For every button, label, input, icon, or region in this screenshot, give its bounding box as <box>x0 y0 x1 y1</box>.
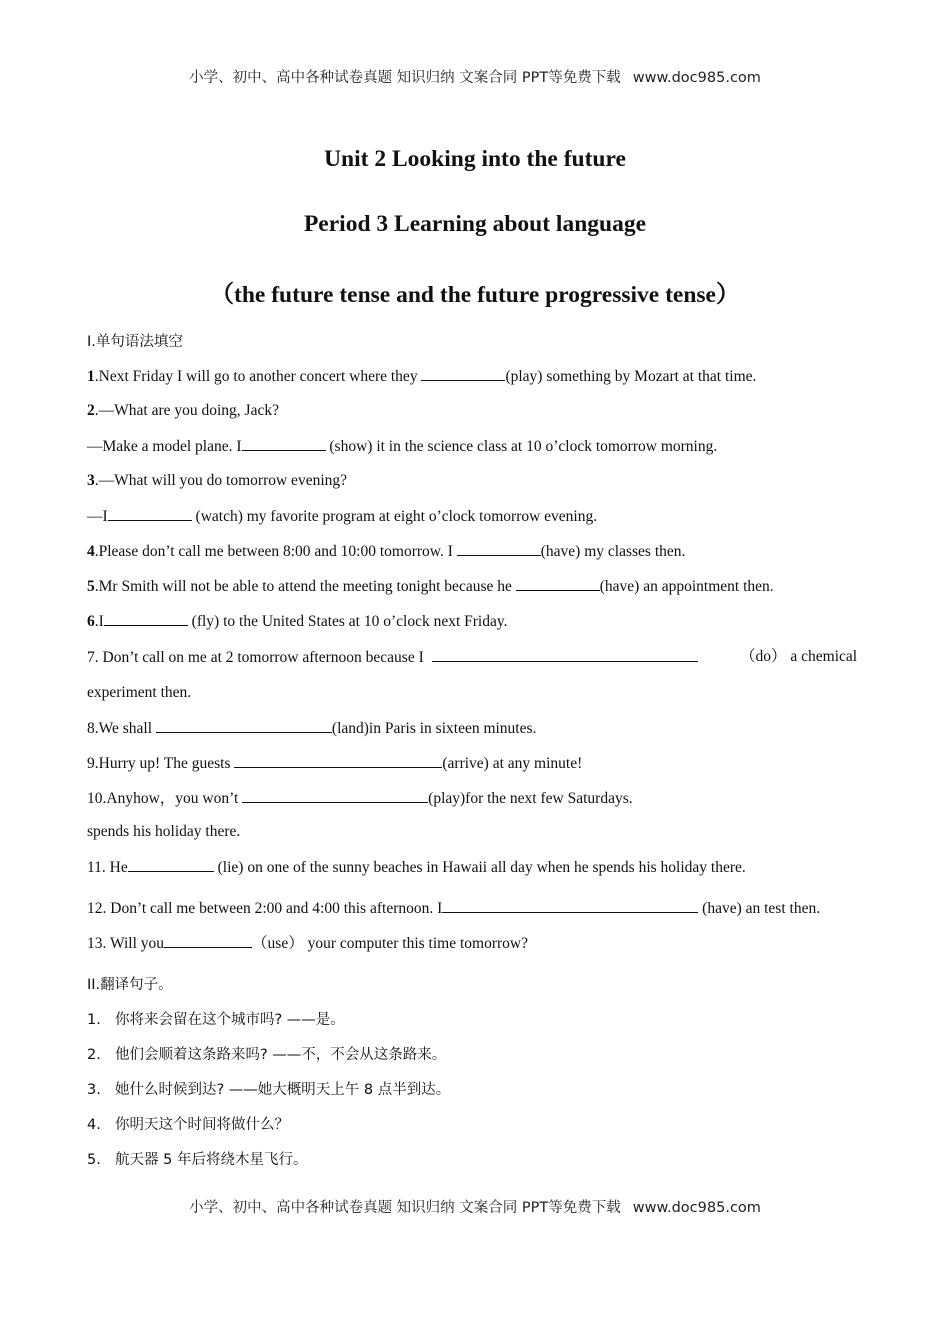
translate-num: 1. <box>87 1012 101 1028</box>
q10-text-b: (play)for the next few Saturdays. <box>428 790 633 807</box>
question-8 <box>87 718 536 739</box>
section1-label: I.单句语法填空 <box>87 334 183 350</box>
q2-num: 2 <box>87 402 95 419</box>
question-5 <box>87 576 774 597</box>
q5-blank[interactable] <box>516 576 600 591</box>
q1-blank[interactable] <box>421 366 505 381</box>
q3-blank[interactable] <box>108 506 192 521</box>
translate-num: 5. <box>87 1152 101 1168</box>
q8-blank[interactable] <box>156 718 332 733</box>
footer-text: 小学、初中、高中各种试卷真题 知识归纳 文案合同 PPT等免费下载 <box>189 1200 621 1216</box>
q6-text-b: (fly) to the United States at 10 o’clock next Friday. <box>187 613 508 630</box>
question-2-answer <box>87 436 717 457</box>
q3-num: 3 <box>87 472 95 489</box>
footer-url[interactable]: www.doc985.com <box>632 1200 761 1216</box>
q11-blank[interactable] <box>128 857 214 872</box>
q13-text-b: （use） your computer this time tomorrow? <box>252 935 528 952</box>
question-6 <box>87 611 507 632</box>
section2-label: II.翻译句子。 <box>87 977 173 993</box>
q6-blank[interactable] <box>104 611 188 626</box>
question-13 <box>87 933 528 954</box>
q3b-text-a: —I <box>87 508 108 525</box>
q6-text-a: .I <box>94 613 104 630</box>
q2-blank[interactable] <box>242 436 326 451</box>
period-title: Period 3 Learning about language <box>303 211 647 237</box>
translate-num: 3. <box>87 1082 101 1098</box>
question-9 <box>87 753 582 774</box>
q7-text-a: 7. Don’t call on me at 2 tomorrow afternoon because I <box>87 649 428 666</box>
header-text: 小学、初中、高中各种试卷真题 知识归纳 文案合同 PPT等免费下载 <box>189 70 621 86</box>
question-2 <box>87 401 279 421</box>
translate-item <box>87 1010 345 1030</box>
q3-text-a: .—What will you do tomorrow evening? <box>94 472 348 489</box>
q4-blank[interactable] <box>457 541 541 556</box>
q9-text-a: 9.Hurry up! The guests <box>87 755 235 772</box>
topic-title: （the future tense and the future progressive tense） <box>210 282 740 308</box>
translate-num: 4. <box>87 1117 101 1133</box>
q4-text-b: (have) my classes then. <box>540 543 686 560</box>
q9-blank[interactable] <box>234 753 442 768</box>
page-footer <box>0 1196 950 1217</box>
q4-num: 4 <box>87 543 95 560</box>
q1-text-b: (play) something by Mozart at that time. <box>505 368 757 385</box>
q12-text-b: (have) an test then. <box>698 900 821 917</box>
question-3-answer <box>87 506 597 527</box>
q1-text-a: .Next Friday I will go to another concert where they <box>94 368 422 385</box>
translate-item <box>87 1080 450 1100</box>
translate-text: 你明天这个时间将做什么？ <box>115 1117 289 1133</box>
translate-item <box>87 1045 446 1065</box>
translate-text: 他们会顺着这条路来吗? ——不，不会从这条路来。 <box>115 1047 447 1063</box>
q7-blank[interactable] <box>432 647 698 662</box>
q8-text-b: (land)in Paris in sixteen minutes. <box>331 720 537 737</box>
translate-text: 你将来会留在这个城市吗? ——是。 <box>115 1012 345 1028</box>
question-10 <box>87 788 633 809</box>
q1-num: 1 <box>87 368 95 385</box>
q10-blank[interactable] <box>242 788 428 803</box>
q5-text-a: .Mr Smith will not be able to attend the meeting tonight because he <box>94 578 516 595</box>
q11-text-b: (lie) on one of the sunny beaches in Hawaii all day when he spends his holiday there. <box>213 859 746 876</box>
translate-item <box>87 1115 289 1135</box>
q4-text-a: .Please don’t call me between 8:00 and 10:00 tomorrow. I <box>94 543 457 560</box>
q10-text-a: 10.Anyhow，you won’t <box>87 790 243 807</box>
translate-text: 她什么时候到达? ——她大概明天上午 8 点半到达。 <box>115 1082 451 1098</box>
translate-item <box>87 1150 307 1170</box>
q7-text-c: experiment then. <box>87 684 192 701</box>
q11-text-a: 11. He <box>87 859 128 876</box>
q7-text-b: （do） a chemical <box>740 648 858 665</box>
q12-blank[interactable] <box>442 898 698 913</box>
q6-num: 6 <box>87 613 95 630</box>
q8-text-a: 8.We shall <box>87 720 156 737</box>
stray-text: spends his holiday there. <box>87 823 241 840</box>
q2-text-a: .—What are you doing, Jack? <box>94 402 279 419</box>
q9-text-b: (arrive) at any minute! <box>442 755 583 772</box>
translate-num: 2. <box>87 1047 101 1063</box>
unit-title: Unit 2 Looking into the future <box>324 146 626 172</box>
q5-num: 5 <box>87 578 95 595</box>
question-12 <box>87 898 820 919</box>
q13-blank[interactable] <box>164 933 252 948</box>
q12-text-a: 12. Don’t call me between 2:00 and 4:00 this afternoon. I <box>87 900 443 917</box>
header-url[interactable]: www.doc985.com <box>632 70 761 86</box>
q5-text-b: (have) an appointment then. <box>599 578 774 595</box>
question-4 <box>87 541 685 562</box>
q2b-text-a: —Make a model plane. I <box>87 438 242 455</box>
question-11 <box>87 857 746 878</box>
question-3 <box>87 471 347 491</box>
translate-text: 航天器 5 年后将绕木星飞行。 <box>115 1152 308 1168</box>
question-1 <box>87 366 756 387</box>
q2b-text-b: (show) it in the science class at 10 o’clock tomorrow morning. <box>325 438 718 455</box>
question-7 <box>87 647 698 668</box>
q3b-text-b: (watch) my favorite program at eight o’clock tomorrow evening. <box>191 508 598 525</box>
page-header <box>0 66 950 87</box>
q13-text-a: 13. Will you <box>87 935 165 952</box>
